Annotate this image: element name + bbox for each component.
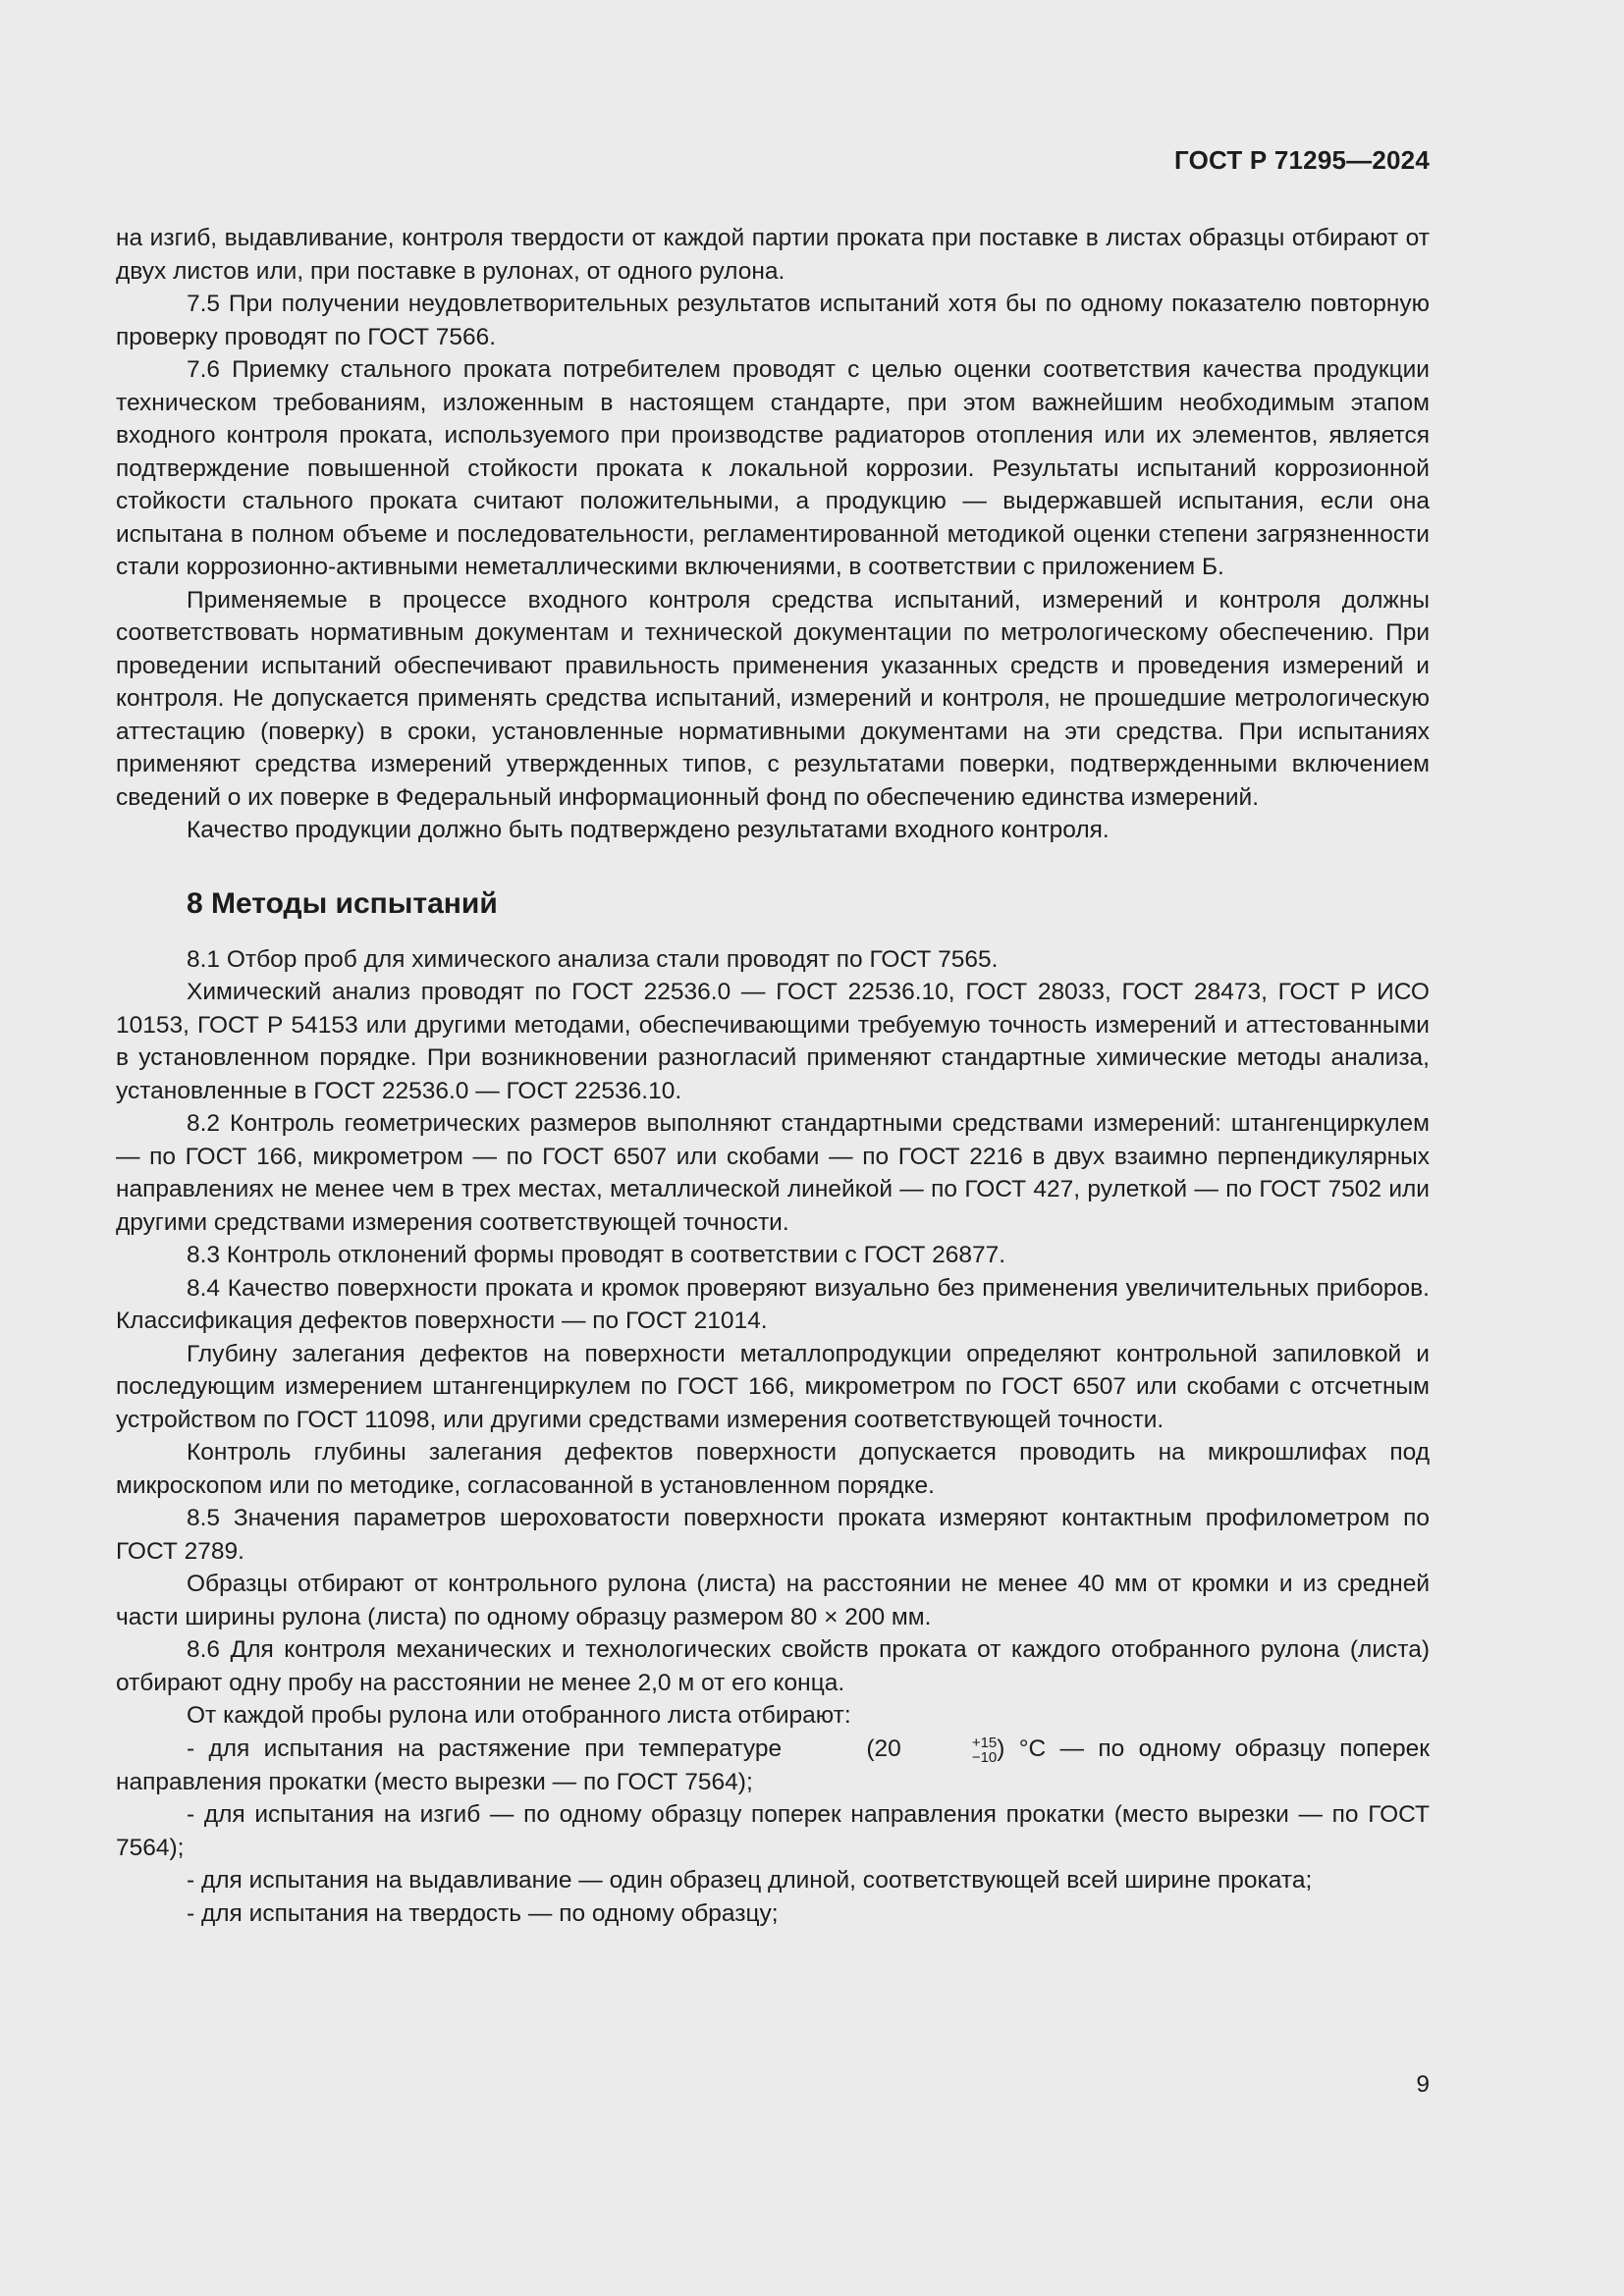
tolerance-fraction: [901, 1735, 997, 1765]
sample-list: [116, 1798, 1430, 1930]
paragraph: 8.6 Для контроля механических и технологических свойств проката от каждого отобранного рулона (листа) отбирают одну пробу на расстоянии не менее 2,0 м от его конца.: [116, 1636, 1430, 1696]
section-title: 8 Методы испытаний: [187, 886, 498, 920]
formula-base: (20: [866, 1735, 901, 1763]
top-paragraphs: [116, 222, 1430, 847]
paragraph: Контроль глубины залегания дефектов поверхности допускается проводить на микрошлифах под микроскопом или по методике, согласованной в установленном порядке.: [116, 1439, 1430, 1499]
tolerance-lower: −10: [971, 1748, 998, 1766]
paragraph: Применяемые в процессе входного контроля средства испытаний, измерений и контроля должны соответствовать нормативным документам и технической документации по метрологическому обеспечению. При проведении испытаний обеспечивают правильность применения указанных средств и проведения измерений и контроля. Не допускается применять средства испытаний, измерений и контроля, не прошедшие метрологическую аттестацию (поверку) в сроки, установленные нормативными документами на эти средства. При испытаниях применяют средства измерений утвержденных типов, с результатами поверки, подтвержденными включением сведений о их поверке в Федеральный информационный фонд по обеспечению единства измерений.: [116, 586, 1430, 811]
paragraph: 8.4 Качество поверхности проката и кромок проверяют визуально без применения увеличительных приборов. Классификация дефектов поверхности — по ГОСТ 21014.: [116, 1274, 1430, 1334]
list-item: - для испытания на твердость — по одному образцу;: [187, 1899, 779, 1927]
paragraph: Глубину залегания дефектов на поверхности металлопродукции определяют контрольной запиловкой и последующим измерением штангенциркулем по ГОСТ 166, микрометром по ГОСТ 6507 или скобами с отсчетным устройством по ГОСТ 11098, или другими средствами измерения соответствующей точности.: [116, 1340, 1430, 1433]
document-header: ГОСТ Р 71295—2024: [1174, 145, 1430, 175]
temperature-formula: [795, 1733, 1004, 1766]
list-item: - для испытания на изгиб — по одному образцу поперек направления прокатки (место вырезки — по ГОСТ 7564);: [116, 1801, 1430, 1861]
formula-close: ): [997, 1735, 1005, 1763]
paragraph: Образцы отбирают от контрольного рулона (листа) на расстоянии не менее 40 мм от кромки и из средней части ширины рулона (листа) по одному образцу размером 80 × 200 мм.: [116, 1571, 1430, 1630]
paragraph: 8.2 Контроль геометрических размеров выполняют стандартными средствами измерений: штангенциркулем — по ГОСТ 166, микрометром — по ГОСТ 6507 или скобами — по ГОСТ 2216 в двух взаимно перпендикулярных направлениях не менее чем в трех местах, металлической линейкой — по ГОСТ 427, рулеткой — по ГОСТ 7502 или другими средствами измерения соответствующей точности.: [116, 1110, 1430, 1236]
paragraph: 8.1 Отбор проб для химического анализа стали проводят по ГОСТ 7565.: [187, 945, 999, 973]
paragraph: 8.3 Контроль отклонений формы проводят в соответствии с ГОСТ 26877.: [187, 1242, 1006, 1268]
page-number: 9: [1416, 2071, 1430, 2098]
section-paragraphs: [116, 943, 1430, 1733]
tensile-text-before: - для испытания на растяжение при температуре: [187, 1735, 796, 1762]
tensile-text-after: °С — по одному образцу поперек направления прокатки (место вырезки — по ГОСТ 7564);: [116, 1735, 1430, 1795]
page-body: [116, 222, 1430, 1930]
paragraph: Химический анализ проводят по ГОСТ 22536.0 — ГОСТ 22536.10, ГОСТ 28033, ГОСТ 28473, ГОСТ Р ИСО 10153, ГОСТ Р 54153 или другими методами, обеспечивающими требуемую точность измерений и аттестованными в установленном порядке. При возникновении разногласий применяют стандартные химические методы анализа, установленные в ГОСТ 22536.0 — ГОСТ 22536.10.: [116, 979, 1430, 1104]
paragraph: Качество продукции должно быть подтверждено результатами входного контроля.: [187, 817, 1110, 843]
list-item-tensile: [116, 1733, 1430, 1799]
paragraph: на изгиб, выдавливание, контроля твердости от каждой партии проката при поставке в листах образцы отбирают от двух листов или, при поставке в рулонах, от одного рулона.: [116, 225, 1430, 285]
list-item: - для испытания на выдавливание — один образец длиной, соответствующей всей ширине проката;: [187, 1867, 1313, 1895]
tolerance-upper: +15: [971, 1734, 998, 1751]
paragraph: 8.5 Значения параметров шероховатости поверхности проката измеряют контактным профилометром по ГОСТ 2789.: [116, 1505, 1430, 1565]
paragraph: От каждой пробы рулона или отобранного листа отбирают:: [187, 1702, 851, 1729]
paragraph: 7.6 Приемку стального проката потребителем проводят с целью оценки соответствия качества продукции техническом требованиям, изложенным в настоящем стандарте, при этом важнейшим необходимым этапом входного контроля проката, используемого при производстве радиаторов отопления или их элементов, является подтверждение повышенной стойкости проката к локальной коррозии. Результаты испытаний коррозионной стойкости стального проката считают положительными, а продукцию — выдержавшей испытания, если она испытана в полном объеме и последовательности, регламентированной методикой оценки степени загрязненности стали коррозионно-активными неметаллическими включениями, в соответствии с приложением Б.: [116, 356, 1430, 580]
paragraph: 7.5 При получении неудовлетворительных результатов испытаний хотя бы по одному показателю повторную проверку проводят по ГОСТ 7566.: [116, 291, 1430, 350]
